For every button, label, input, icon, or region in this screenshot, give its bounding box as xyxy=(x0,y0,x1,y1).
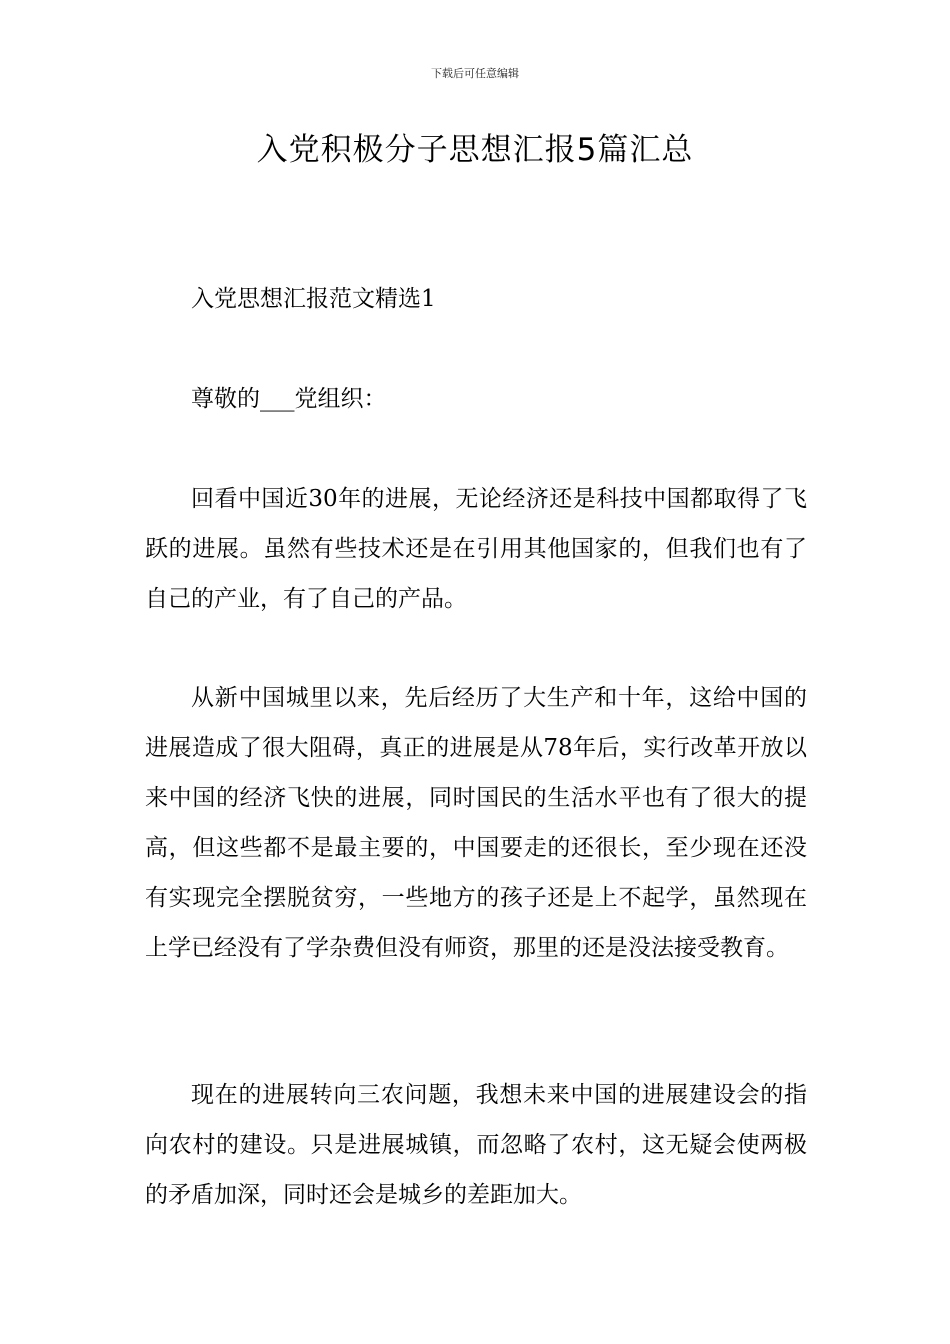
page-title: 入党积极分子思想汇报5篇汇总 xyxy=(256,132,694,168)
body-paragraph: 从新中国城里以来，先后经历了大生产和十年，这给中国的进展造成了很大阻碍，真正的进展是从78年后，实行改革开放以来中国的经济飞快的进展，同时国民的生活水平也有了很大的提高，但这些都不是最主要的，中国要走的还很长，至少现在还没有实现完全摆脱贫穷，一些地方的孩子还是上不起学，虽然现在上学已经没有了学杂费但没有师资，那里的还是没法接受教育。 xyxy=(145,685,807,961)
paragraph-block-1 xyxy=(145,474,807,624)
paragraph-block-2 xyxy=(145,673,807,973)
body-paragraph: 回看中国近30年的进展，无论经济还是科技中国都取得了飞跃的进展。虽然有些技术还是在引用其他国家的，但我们也有了自己的产业，有了自己的产品。 xyxy=(145,486,807,612)
paragraph-block-3 xyxy=(145,1070,807,1220)
section-heading: 入党思想汇报范文精选1 xyxy=(191,286,436,312)
section-heading-block xyxy=(145,274,807,324)
salutation: 尊敬的___党组织： xyxy=(191,386,387,412)
salutation-block xyxy=(145,374,807,424)
body-paragraph: 现在的进展转向三农问题，我想未来中国的进展建设会的指向农村的建设。只是进展城镇，而忽略了农村，这无疑会使两极的矛盾加深，同时还会是城乡的差距加大。 xyxy=(145,1082,807,1208)
header-note: 下载后可任意编辑 xyxy=(431,67,519,80)
